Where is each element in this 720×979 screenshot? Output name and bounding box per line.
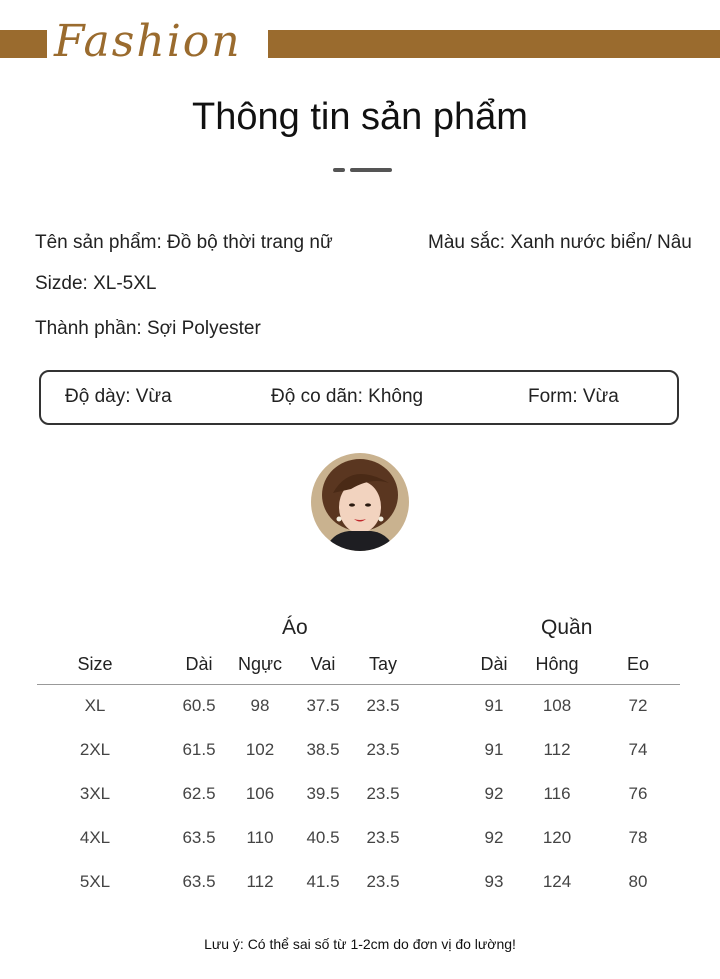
fashion-banner: [0, 0, 720, 80]
table-column-header: Ngực: [237, 654, 283, 674]
table-cell: 63.5: [182, 872, 216, 891]
table-column-header: Tay: [368, 654, 397, 674]
table-row-size: 5XL: [79, 872, 111, 891]
product-name: Tên sản phẩm: Đồ bộ thời trang nữ: [35, 232, 333, 253]
table-cell: 91: [484, 696, 504, 715]
banner-bar-left: [0, 30, 47, 58]
table-cell: 23.5: [366, 740, 400, 759]
table-cell: 112: [246, 872, 274, 891]
table-cell: 92: [484, 828, 504, 847]
page-title: Thông tin sản phẩm: [192, 96, 528, 138]
table-cell: 23.5: [366, 828, 400, 847]
table-cell: 124: [542, 872, 572, 891]
table-cell: 62.5: [182, 784, 216, 803]
spec-stretch: Độ co dãn: Không: [271, 386, 424, 407]
table-cell: 63.5: [182, 828, 216, 847]
table-cell: 110: [246, 828, 274, 847]
group-header-bottom: Quần: [541, 616, 593, 639]
spec-thickness: Độ dày: Vừa: [65, 386, 172, 407]
table-cell: 72: [628, 696, 648, 715]
table-cell: 23.5: [366, 696, 400, 715]
table-header-rule: [37, 684, 680, 685]
product-color: Màu sắc: Xanh nước biển/ Nâu: [428, 232, 692, 253]
table-cell: 91: [484, 740, 504, 759]
table-cell: 38.5: [306, 740, 340, 759]
table-cell: 120: [542, 828, 572, 847]
product-material: Thành phần: Sợi Polyester: [35, 318, 261, 339]
table-cell: 61.5: [182, 740, 216, 759]
table-column-header: Dài: [480, 654, 508, 674]
table-column-header: Eo: [626, 654, 650, 674]
model-avatar: [311, 453, 409, 551]
table-row-size: 3XL: [79, 784, 111, 803]
table-cell: 80: [628, 872, 648, 891]
specs-box: [39, 370, 679, 425]
title-divider-long: [350, 168, 392, 172]
table-cell: 98: [250, 696, 270, 715]
table-column-header: Size: [77, 654, 113, 674]
table-cell: 37.5: [306, 696, 340, 715]
title-divider-short: [333, 168, 345, 172]
measurement-note: Lưu ý: Có thể sai số từ 1-2cm do đơn vị đo lường!: [204, 936, 516, 952]
table-cell: 116: [543, 784, 571, 803]
table-cell: 76: [628, 784, 648, 803]
table-row-size: XL: [84, 696, 106, 715]
table-column-header: Dài: [185, 654, 213, 674]
table-cell: 106: [245, 784, 275, 803]
table-column-header: Vai: [310, 654, 336, 674]
table-row-size: 4XL: [79, 828, 111, 847]
table-cell: 74: [628, 740, 648, 759]
table-cell: 40.5: [306, 828, 340, 847]
group-header-top: Áo: [282, 616, 308, 639]
table-cell: 112: [543, 740, 571, 759]
table-row-size: 2XL: [79, 740, 111, 759]
spec-form: Form: Vừa: [528, 386, 619, 407]
banner-bar-right: [268, 30, 720, 58]
table-cell: 60.5: [182, 696, 216, 715]
product-size-range: Sizde: XL-5XL: [35, 273, 157, 294]
table-cell: 23.5: [366, 784, 400, 803]
table-cell: 108: [542, 696, 572, 715]
table-cell: 92: [484, 784, 504, 803]
table-cell: 41.5: [306, 872, 340, 891]
table-cell: 23.5: [366, 872, 400, 891]
table-cell: 39.5: [306, 784, 340, 803]
table-cell: 102: [245, 740, 275, 759]
table-cell: 93: [484, 872, 504, 891]
table-cell: 78: [628, 828, 648, 847]
brand-logo-text: Fashion: [54, 16, 242, 67]
table-column-header: Hông: [535, 654, 579, 674]
